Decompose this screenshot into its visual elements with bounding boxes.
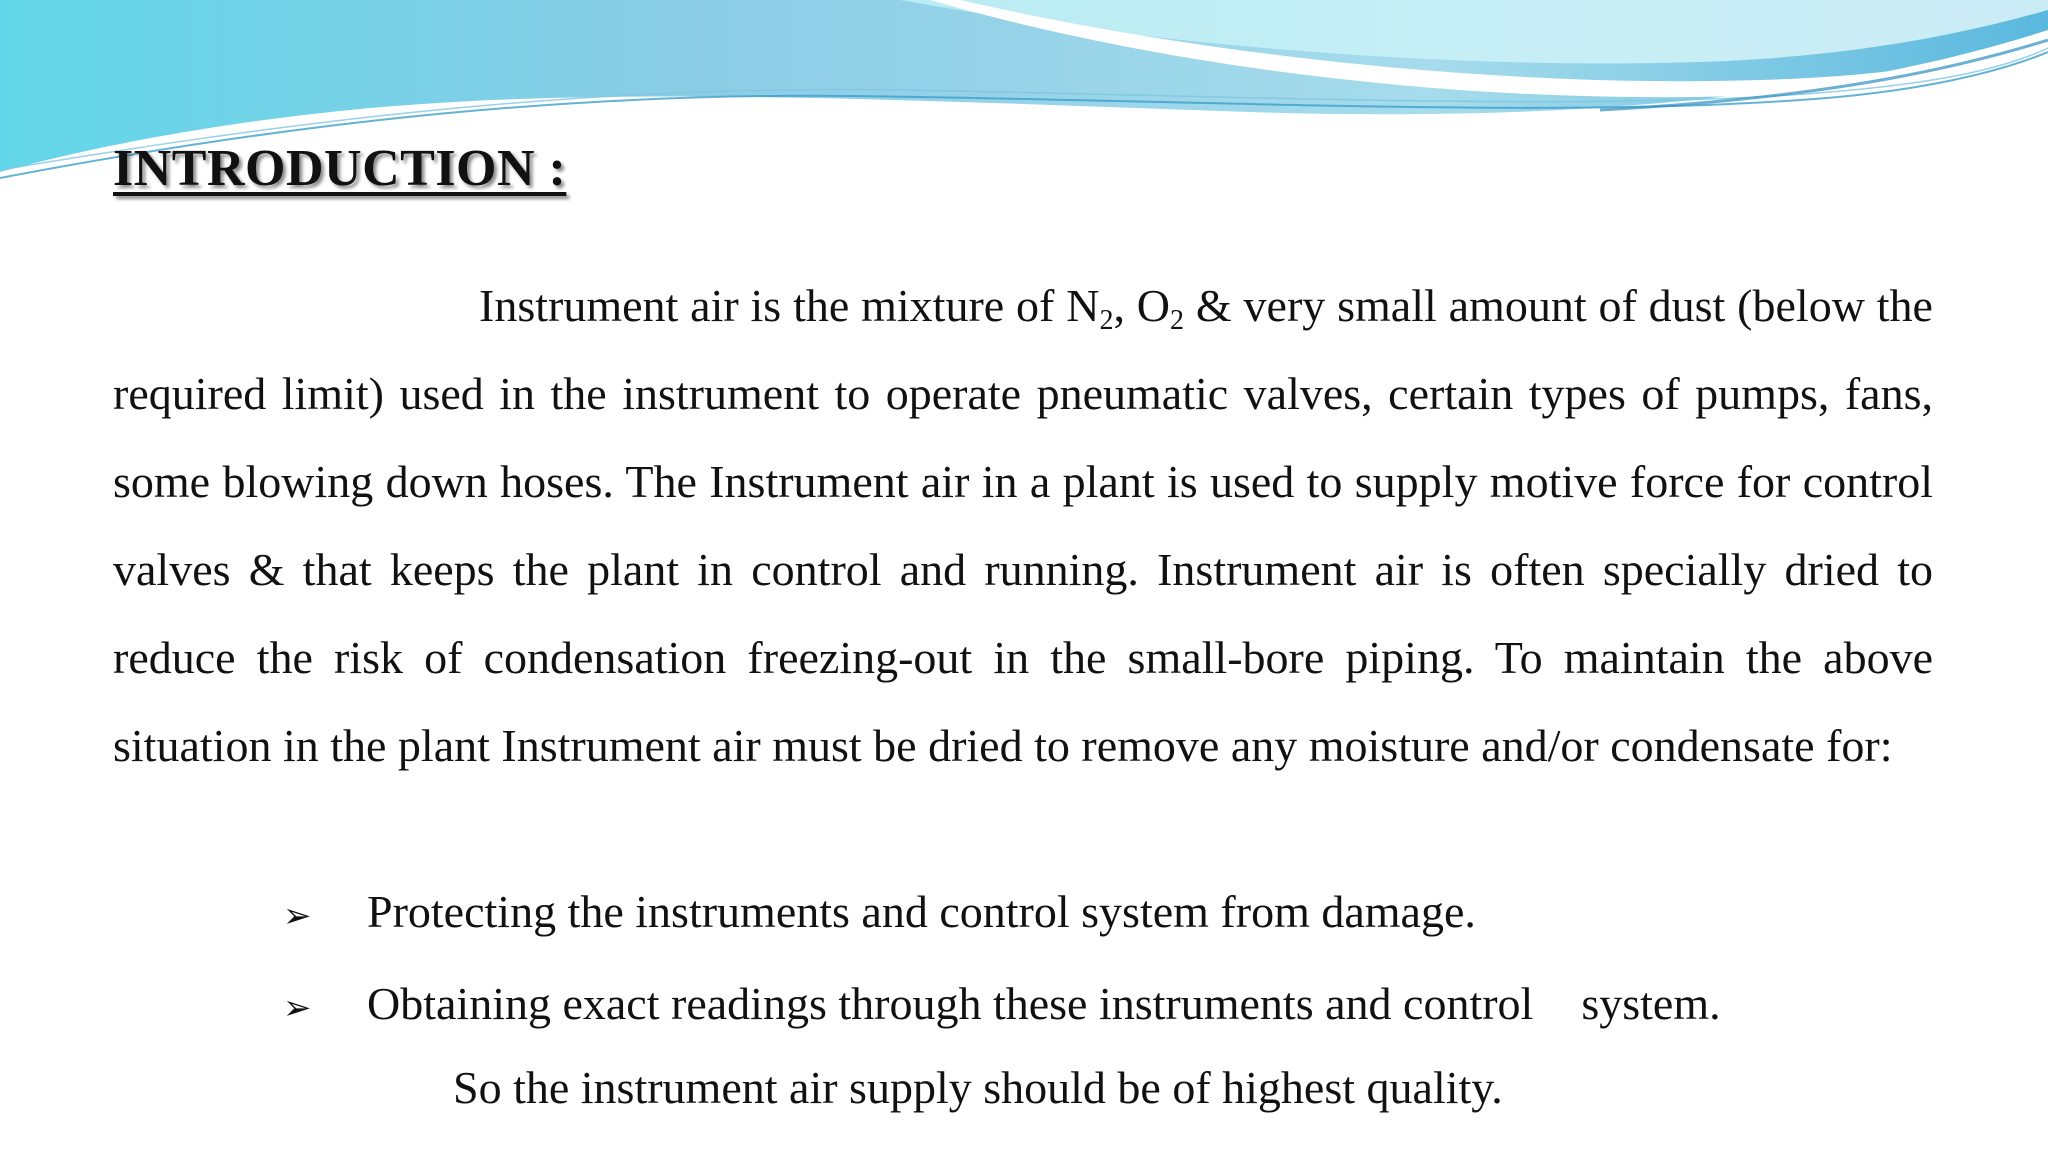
bullet-text: Protecting the instruments and control system from damage. [367,886,1476,937]
intro-paragraph [113,262,1933,790]
list-item [283,960,1721,1052]
arrow-bullet-icon: ➢ [283,988,312,1028]
oxygen-subscript: 2 [1170,305,1185,336]
slide-title: INTRODUCTION : [113,140,567,197]
paragraph-text-part1: Instrument air is the mixture of N [479,280,1100,331]
bullet-text-tail: system. [1581,978,1721,1029]
paragraph-text-part2: , O [1113,280,1171,331]
paragraph-text-part3: & very small amount of dust (below the required limit) used in the instrument to operate pneumatic valves, certain types of pumps, fans, some blowing down hoses. The Instrument air in a plant is used to supply motive force for control valves & that keeps the plant in control and running. Instrument air is often specially dried to reduce the risk of condensation freezing-out in the small-bore piping. To maintain the above situation in the plant Instrument air must be dried to remove any moisture and/or condensate for: [113,280,1933,771]
conclusion-text: So the instrument air supply should be of highest quality. [453,1062,1503,1113]
bullet-text: Obtaining exact readings through these instruments and control [367,978,1534,1029]
nitrogen-subscript: 2 [1099,305,1114,336]
arrow-bullet-icon: ➢ [283,896,312,936]
list-item [283,868,1721,960]
bullet-list [283,868,1721,1052]
